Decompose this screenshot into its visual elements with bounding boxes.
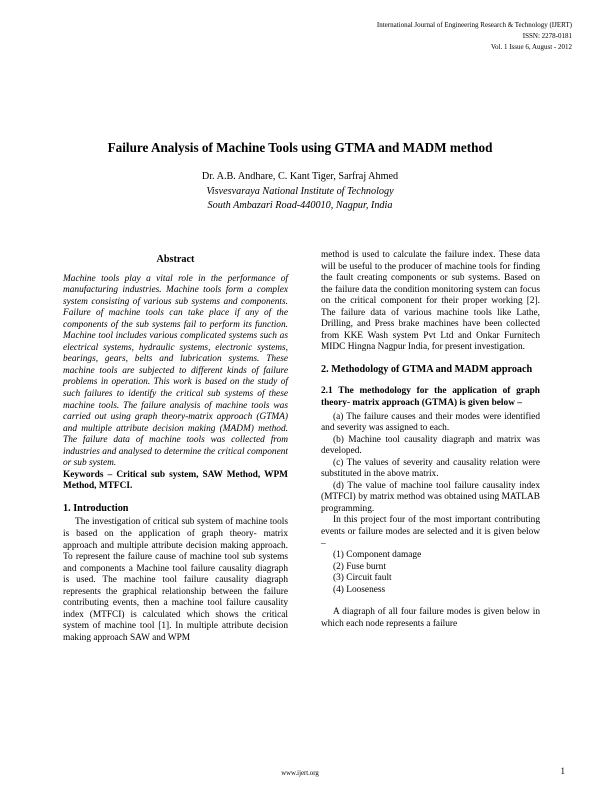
gtma-subsection-heading: 2.1 The methodology for the application of graph theory- matrix approach (GTMA) is given below – <box>321 386 540 408</box>
paper-title: Failure Analysis of Machine Tools using GTMA and MADM method <box>107 140 493 155</box>
keywords: Keywords – Critical sub system, SAW Method, WPM Method, MTFCI. <box>63 469 288 492</box>
failure-mode-item: (1) Component damage <box>333 550 422 561</box>
abstract-heading: Abstract <box>156 254 195 265</box>
journal-issue: Vol. 1 Issue 6, August - 2012 <box>490 43 572 52</box>
method-step: (b) Machine tool causality diagraph and matrix was developed. <box>321 434 540 457</box>
introduction-heading: 1. Introduction <box>63 502 129 514</box>
affiliation-address: South Ambazari Road-440010, Nagpur, India <box>207 200 393 211</box>
failure-mode-item: (4) Looseness <box>333 584 386 595</box>
methodology-heading: 2. Methodology of GTMA and MADM approach <box>321 363 533 375</box>
author-block <box>0 170 600 214</box>
failure-mode-item: (3) Circuit fault <box>333 573 392 584</box>
project-intro: In this project four of the most important contributing events or failure modes are selected and it is given below – <box>321 515 540 549</box>
author-names: Dr. A.B. Andhare, C. Kant Tiger, Sarfraj Ahmed <box>201 171 399 182</box>
method-step: (d) The value of machine tool failure causality index (MTFCI) by matrix method was obtained using MATLAB programming. <box>321 480 540 514</box>
page-number: 1 <box>560 766 565 776</box>
journal-header <box>322 20 572 54</box>
failure-mode-item: (2) Fuse burnt <box>333 561 386 572</box>
left-column <box>63 254 288 644</box>
diagraph-intro: A diagraph of all four failure modes is given below in which each node represents a failure <box>321 607 540 629</box>
footer-url[interactable]: www.ijert.org <box>281 770 319 777</box>
method-step: (a) The failure causes and their modes were identified and severity was assigned to each. <box>321 411 540 434</box>
right-column <box>321 250 540 630</box>
affiliation-institute: Visvesvaraya National Institute of Technology <box>206 185 394 197</box>
method-step: (c) The values of severity and causality relation were substituted in the above matrix. <box>321 457 540 480</box>
introduction-continued: method is used to calculate the failure index. These data will be useful to the producer of machine tools for finding the fault creating components or sub systems. Based on the failure data the condition monitoring system can focus on the critical component for their proper working [2]. The failure data of various machine tools like Lathe, Drilling, and Press brake machines have been collected from KKE Wash system Pvt Ltd and Onkar Furnitech MIDC Hingna Nagpur India, for present investigation. <box>321 250 540 353</box>
introduction-text: The investigation of critical sub system of machine tools is based on the application of graph theory- matrix approach and multiple attribute decision making approach. To represent the failure cause of machine tool sub systems and components a Machine tool failure causality diagraph is used. The machine tool failure causality diagraph represents the graphical relationship between the failure contributing events, then a machine tool failure causality index (MTFCI) is calculated which shows the critical system of machine tool [1]. In multiple attribute decision making approach SAW and WPM <box>63 517 288 643</box>
journal-issn: ISSN: 2278-0181 <box>522 32 572 41</box>
journal-name: International Journal of Engineering Research & Technology (IJERT) <box>376 21 572 29</box>
abstract-text: Machine tools play a vital role in the performance of manufacturing industries. Machine tools form a complex system consisting of various sub systems and components. Failure of machine tools can take place if any of the components of the sub systems fail to perform its function. Machine tool includes various complicated systems such as electrical systems, hydraulic systems, electronic systems, bearings, gears, belts and lubrication systems. These machine tools are subjected to different kinds of failure problems in operation. This work is based on the study of such failures to identify the critical sub systems of these machine tools. The failure analysis of machine tools was carried out using graph theory-matrix approach (GTMA) and multiple attribute decision making (MADM) method. The failure data of machine tools was collected from industries and analysed to determine the critical component or sub system. <box>63 273 288 469</box>
